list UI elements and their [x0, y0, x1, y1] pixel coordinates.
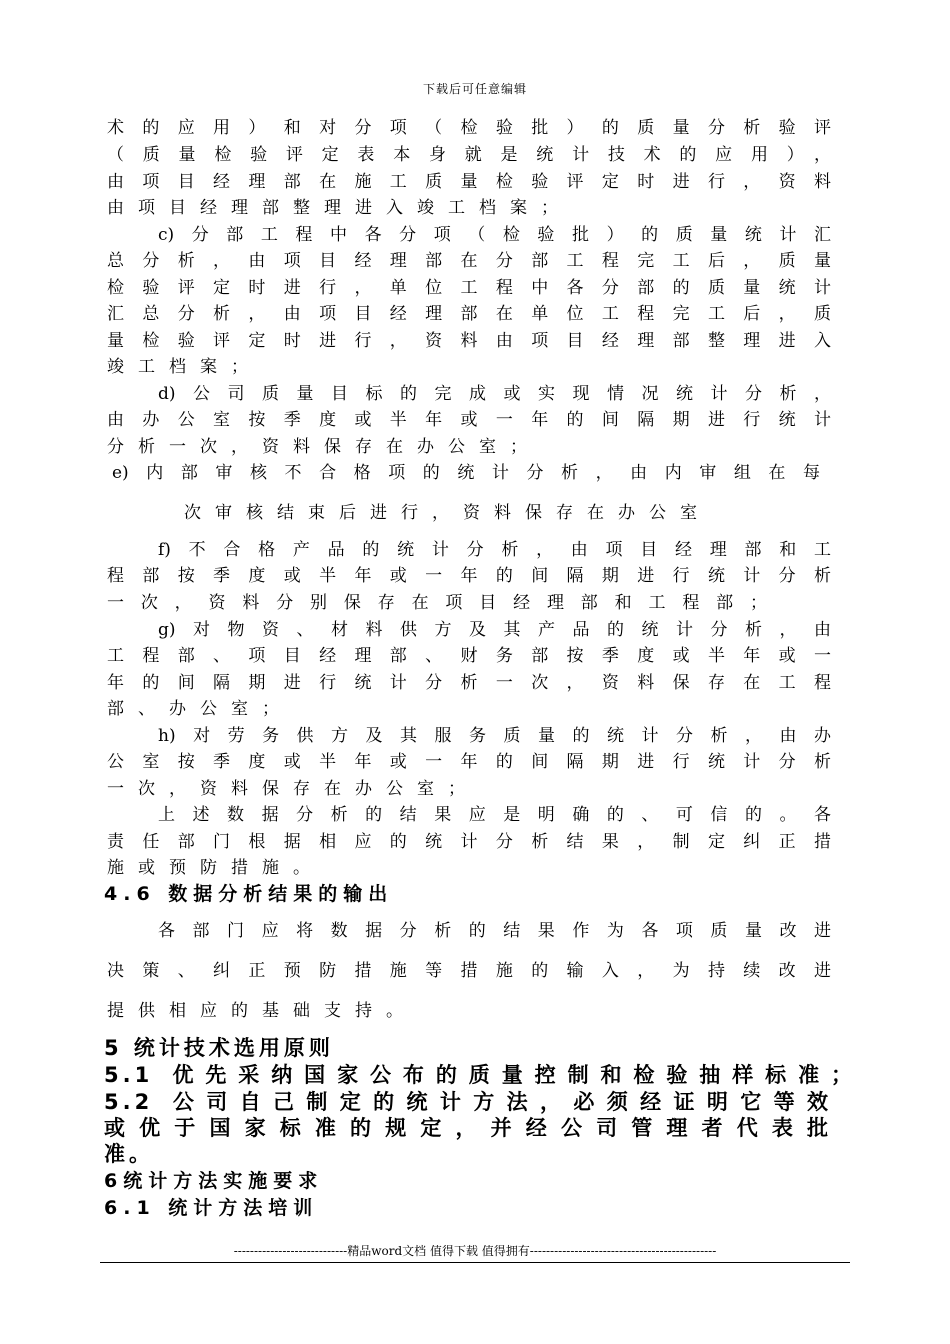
body-line: 由办公室按季度或半年或一年的间隔期进行统计 [107, 410, 831, 430]
body-line: h)对劳务供方及其服务质量的统计分析，由办 [158, 726, 831, 746]
section-heading-6: 6统计方法实施要求 [104, 1170, 324, 1192]
body-line: 提供相应的基础支持。 [107, 1001, 417, 1021]
section-5-2: 5.2 公司自己制定的统计方法，必须经证明它等效 [104, 1090, 832, 1114]
body-line: d)公司质量目标的完成或实现情况统计分析， [158, 384, 831, 404]
body-line: （质量检验评定表本身就是统计技术的应用）， [107, 145, 831, 165]
section-5-1: 5.1 优先采纳国家公布的质量控制和检验抽样标准； [104, 1063, 856, 1087]
body-line: 分析一次，资料保存在办公室； [107, 437, 541, 457]
body-line: 年的间隔期进行统计分析一次，资料保存在工程 [107, 673, 831, 693]
body-line: 一次，资料保存在办公室； [107, 779, 479, 799]
footer-divider [100, 1262, 850, 1263]
body-line: 各部门应将数据分析的结果作为各项质量改进 [158, 921, 831, 941]
body-line: 责任部门根据相应的统计分析结果，制定纠正措 [107, 832, 831, 852]
body-line: f)不合格产品的统计分析，由项目经理部和工 [158, 540, 831, 560]
body-line: e)内部审核不合格项的统计分析，由内审组在每 [112, 463, 820, 483]
body-line: 由项目经理部整理进入竣工档案； [107, 198, 572, 218]
body-line: 竣工档案； [107, 357, 262, 377]
body-line: 汇总分析，由项目经理部在单位工程完工后，质 [107, 304, 831, 324]
body-line: 上述数据分析的结果应是明确的、可信的。各 [158, 805, 831, 825]
body-line: 由项目经理部在施工质量检验评定时进行，资料 [107, 172, 831, 192]
section-5-2-end: 准。 [104, 1142, 154, 1166]
body-line: 检验评定时进行，单位工程中各分部的质量统计 [107, 278, 831, 298]
section-heading-4-6: 4.6 数据分析结果的输出 [104, 883, 394, 905]
body-line: 一次，资料分别保存在项目经理部和工程部； [107, 593, 767, 613]
body-line: c)分部工程中各分项（检验批）的质量统计汇 [158, 225, 831, 245]
page-header: 下载后可任意编辑 [422, 82, 527, 96]
section-6-1: 6.1 统计方法培训 [104, 1197, 319, 1219]
body-line: 施或预防措施。 [107, 858, 324, 878]
body-line: 公室按季度或半年或一年的间隔期进行统计分析 [107, 752, 831, 772]
body-line: 量检验评定时进行，资料由项目经理部整理进入 [107, 331, 831, 351]
body-line: 总分析，由项目经理部在分部工程完工后，质量 [107, 251, 831, 271]
section-heading-5: 5 统计技术选用原则 [104, 1036, 334, 1060]
body-line: 部、办公室； [107, 699, 293, 719]
body-line: 次审核结束后进行，资料保存在办公室 [184, 503, 711, 523]
section-5-2-cont: 或优于国家标准的规定，并经公司管理者代表批 [104, 1116, 832, 1140]
page-footer: ----------------------------精品word文档 值得下载 值得拥有---------------------------------------------- [233, 1244, 717, 1258]
body-line: 工程部、项目经理部、财务部按季度或半年或一 [107, 646, 831, 666]
body-line: g)对物资、材料供方及其产品的统计分析，由 [158, 620, 831, 640]
body-line: 程部按季度或半年或一年的间隔期进行统计分析 [107, 566, 831, 586]
body-line: 术的应用）和对分项（检验批）的质量分析验评 [107, 118, 831, 138]
body-line: 决策、纠正预防措施等措施的输入，为持续改进 [107, 961, 831, 981]
